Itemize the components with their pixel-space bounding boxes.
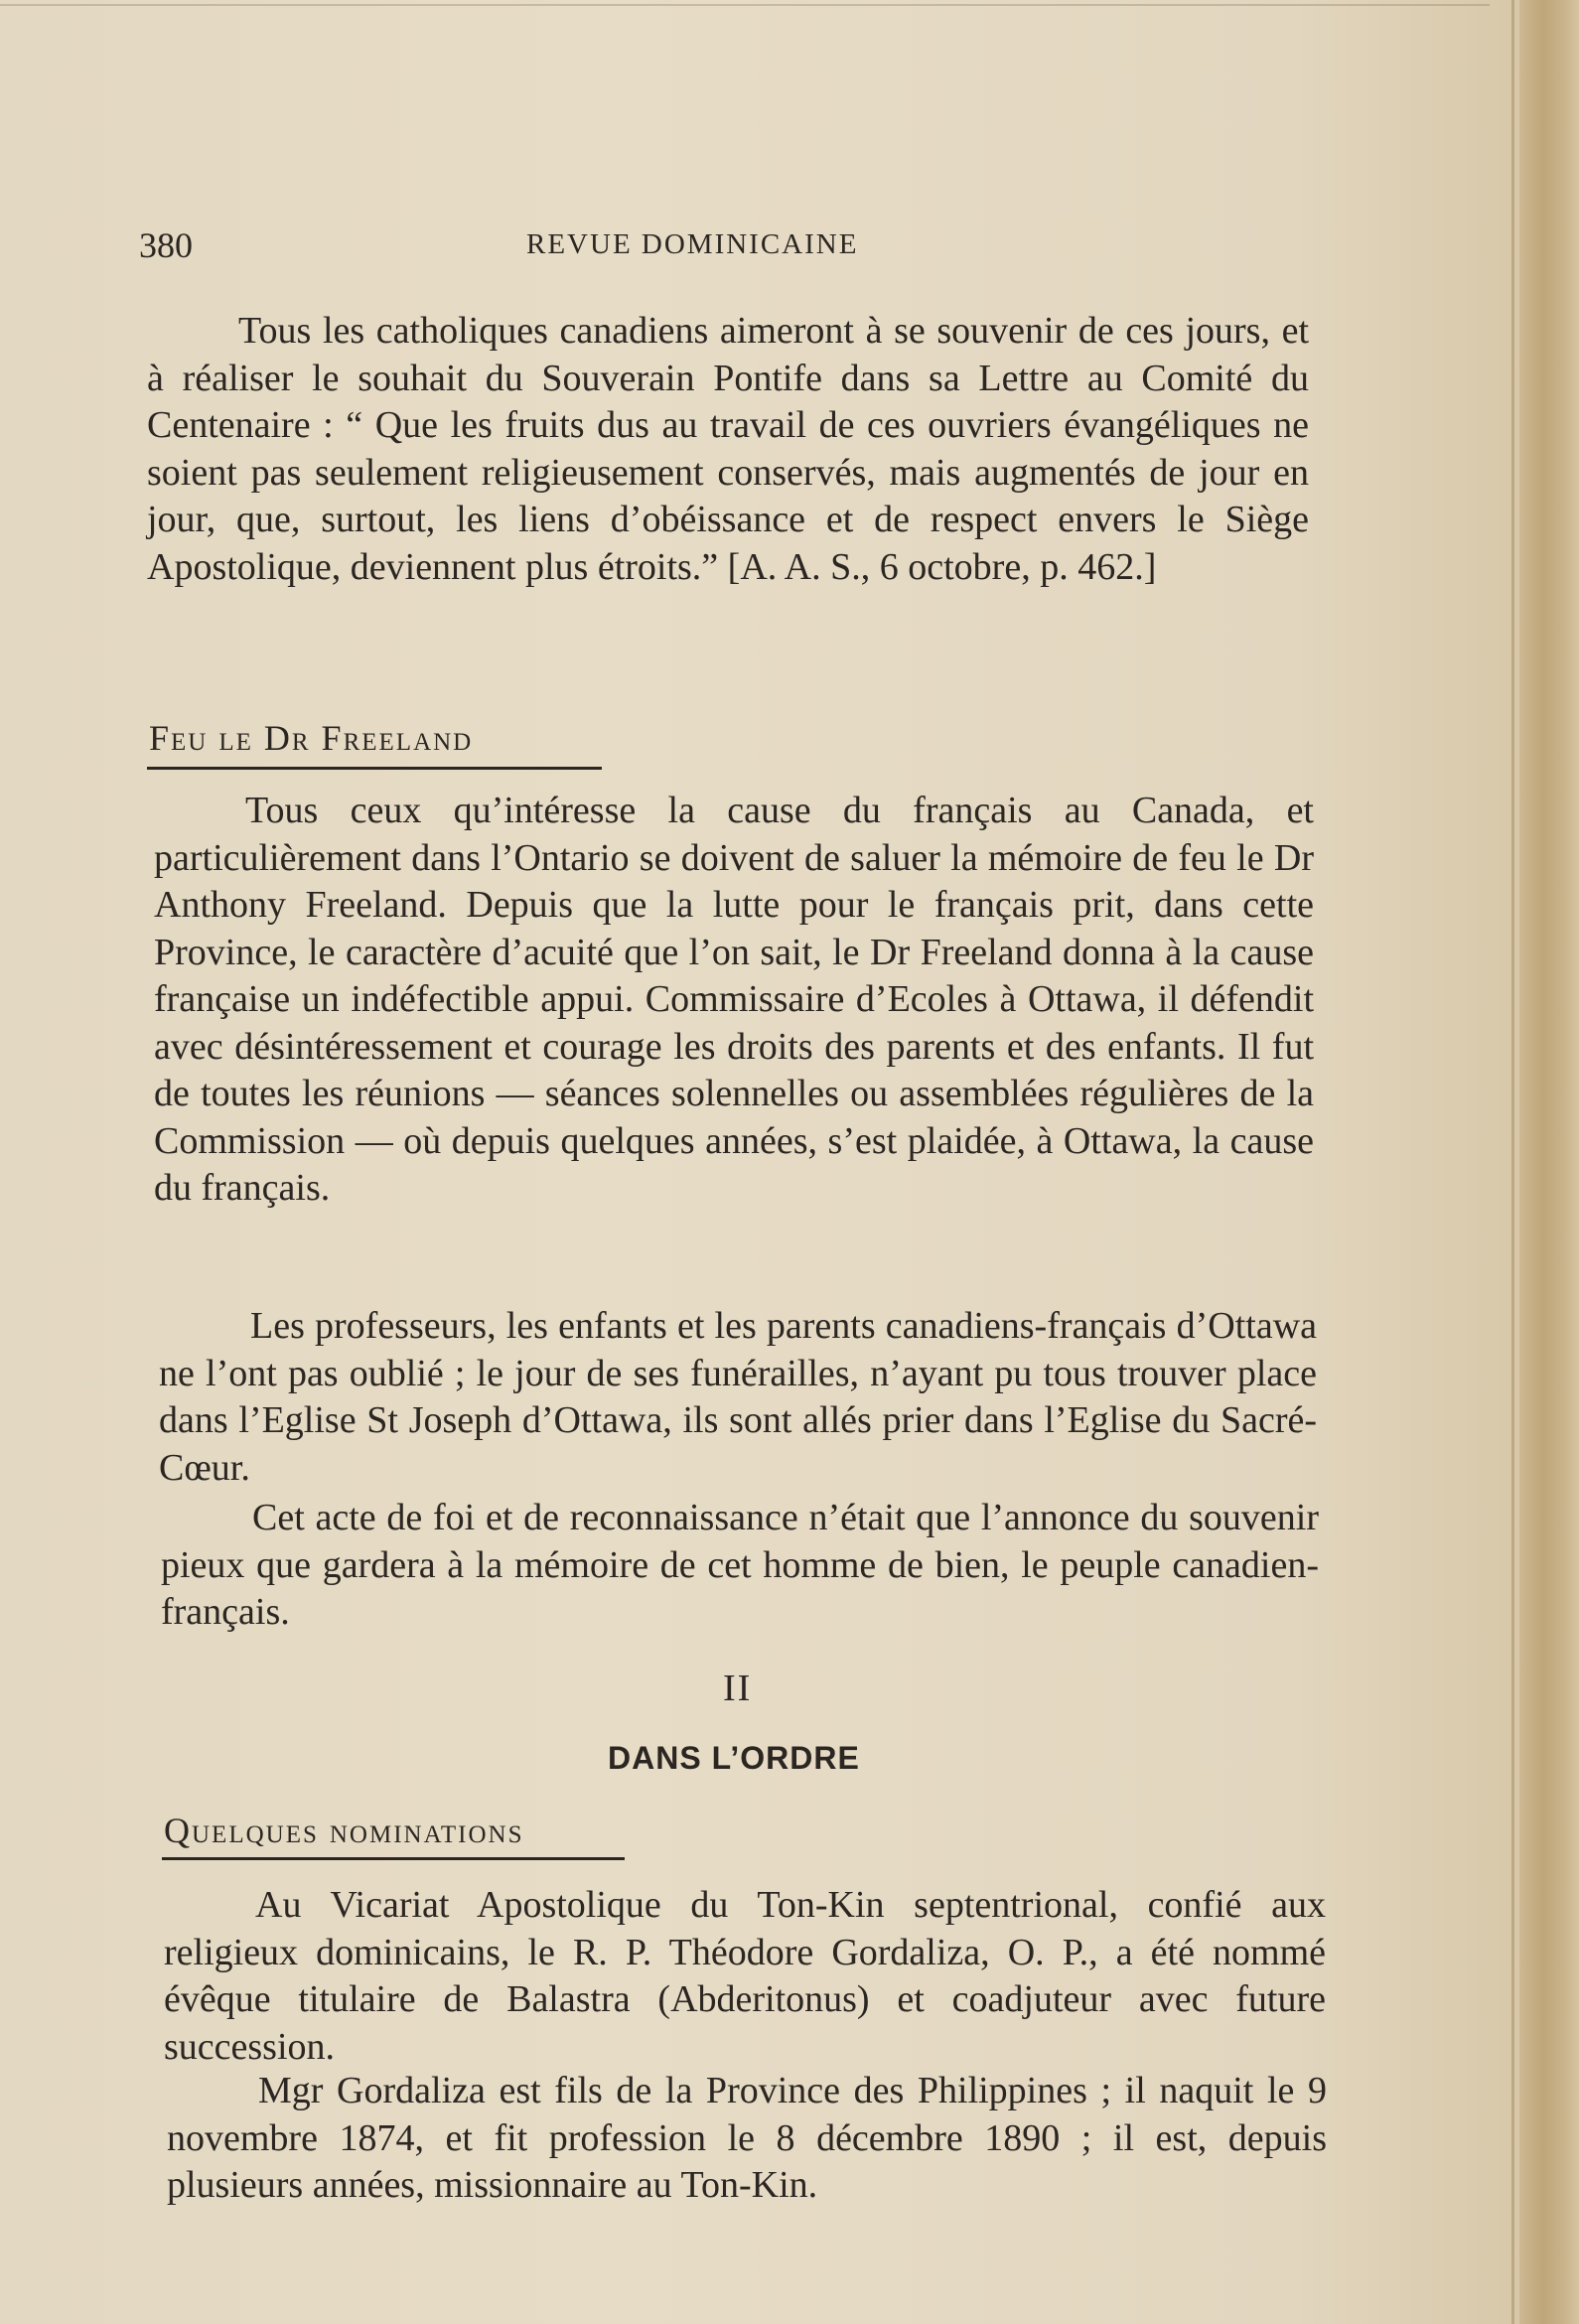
heading-underline: [162, 1857, 625, 1860]
paragraph-nominations-1: Au Vicariat Apostolique du Ton-Kin septentrional, confié aux religieux dominicains, le R. P. Théodore Gordaliza, O. P., a été nommé évêque titulaire de Balastra (Abderitonus) et coadjuteur avec future succession.: [164, 1884, 1326, 2068]
page-gutter-line: [1511, 0, 1514, 2324]
running-header: [139, 224, 1331, 274]
section-heading-freeland: Feu le Dr Freeland: [149, 718, 474, 758]
paragraph-nominations-2: Mgr Gordaliza est fils de la Province des Philippines ; il naquit le 9 novembre 1874, et fit profession le 8 décembre 1890 ; il est, depuis plusieurs années, missionnaire au Ton-Kin.: [167, 2070, 1327, 2206]
page-edge: [1519, 0, 1579, 2324]
top-border-line: [0, 4, 1490, 6]
part-title: DANS L’ORDRE: [608, 1740, 860, 1776]
running-title: REVUE DOMINICAINE: [526, 228, 859, 260]
paragraph-freeland-3: Cet acte de foi et de reconnaissance n’était que l’annonce du souvenir pieux que gardera à la mémoire de cet homme de bien, le peuple canadien-français.: [161, 1497, 1319, 1633]
part-number: II: [723, 1668, 753, 1709]
heading-underline: [147, 767, 602, 770]
paragraph-centenaire: Tous les catholiques canadiens aimeront à se souvenir de ces jours, et à réaliser le souhait du Souverain Pontife dans sa Lettre au Comité du Centenaire : “ Que les fruits dus au travail de ces ouvriers évangéliques ne soient pas seulement religieusement conservés, mais augmentés de jour en jour, que, surtout, les liens d’obéissance et de respect envers le Siège Apostolique, deviennent plus étroits.” [A. A. S., 6 octobre, p. 462.]: [147, 310, 1309, 588]
section-heading-nominations: Quelques nominations: [164, 1811, 524, 1850]
paragraph-freeland-2: Les professeurs, les enfants et les parents canadiens-français d’Ottawa ne l’ont pas oublié ; le jour de ses funérailles, n’ayant pu tous trouver place dans l’Eglise St Joseph d’Ottawa, ils sont allés prier dans l’Eglise du Sacré-Cœur.: [159, 1305, 1317, 1489]
page-number: 380: [139, 225, 193, 265]
paragraph-freeland-1: Tous ceux qu’intéresse la cause du français au Canada, et particulièrement dans l’Ontario se doivent de saluer la mémoire de feu le Dr Anthony Freeland. Depuis que la lutte pour le français prit, dans cette Province, le caractère d’acuité que l’on sait, le Dr Freeland donna à la cause française un indéfectible appui. Commissaire d’Ecoles à Ottawa, il défendit avec désintéressement et courage les droits des parents et des enfants. Il fut de toutes les réunions — séances solennelles ou assemblées régulières de la Commission — où depuis quelques années, s’est plaidée, à Ottawa, la cause du français.: [154, 790, 1314, 1209]
